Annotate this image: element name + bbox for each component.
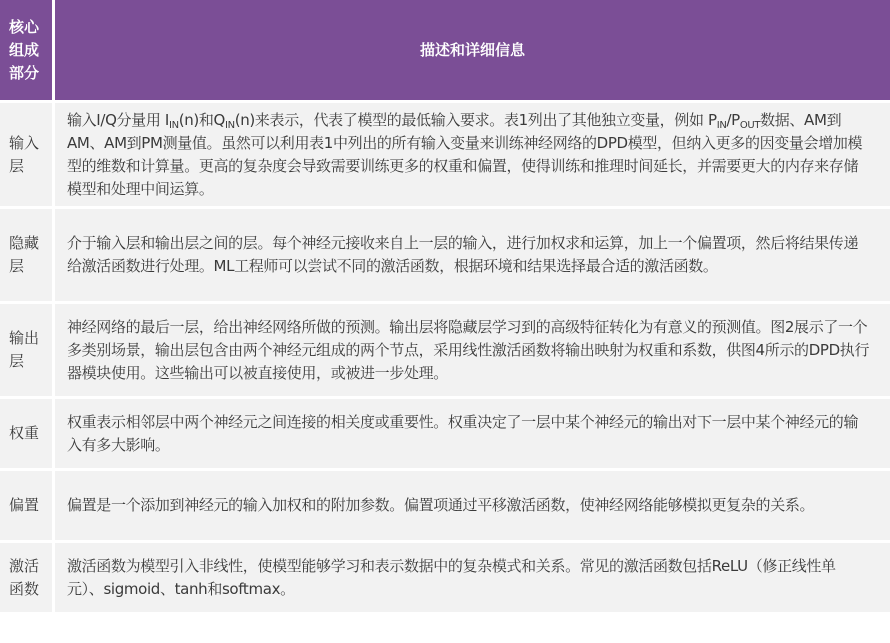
row-label-text: 激活函数: [9, 556, 40, 598]
table-header-row: [0, 0, 890, 100]
table-row: [0, 471, 890, 540]
row-label-activation: [0, 543, 55, 612]
header-component-label: 核心组成部分: [9, 17, 40, 82]
row-label-text: 隐藏层: [9, 234, 40, 275]
row-label-input-layer: [0, 103, 55, 206]
table-row: [0, 103, 890, 206]
header-description: 描述和详细信息: [55, 0, 890, 100]
row-label-weights: [0, 399, 55, 468]
table-row: [0, 543, 890, 612]
row-label-text: 输入层: [9, 133, 40, 175]
row-label-text: 输出层: [9, 329, 40, 370]
row-desc-input-layer: 输入I/Q分量用 $I_{IN}(n)$和$Q_{IN}(n)$来表示，代表了模型的最低输入要求。表1列出了其他独立变量，例如 $P_{IN}/P_{OUT}$数据、AM到AM、AM到PM测量值。虽然可以利用表1中列出的所有输入变量来训练神经网络的DPD模型，但纳入更多的因变量会增加模型的维数和计算量。更高的复杂度会导致需要训练更多的权重和偏置，使得训练和推理时间延长，并需要更大的内存来存储模型和处理中间运算。: [55, 103, 890, 206]
row-desc-hidden-layer: 介于输入层和输出层之间的层。每个神经元接收来自上一层的输入，进行加权求和运算，加上一个偏置项，然后将结果传递给激活函数进行处理。ML工程师可以尝试不同的激活函数，根据环境和结果选择最合适的激活函数。: [55, 209, 890, 301]
table-row: [0, 209, 890, 301]
row-label-bias: [0, 471, 55, 540]
row-label-output-layer: [0, 304, 55, 396]
header-component: [0, 0, 55, 100]
row-desc-bias: 偏置是一个添加到神经元的输入加权和的附加参数。偏置项通过平移激活函数，使神经网络能够模拟更复杂的关系。: [55, 471, 890, 540]
row-label-text: 偏置: [9, 496, 40, 514]
row-label-hidden-layer: [0, 209, 55, 301]
row-desc-activation: 激活函数为模型引入非线性，使模型能够学习和表示数据中的复杂模式和关系。常见的激活函数包括ReLU（修正线性单元）、sigmoid、tanh和softmax。: [55, 543, 890, 612]
row-desc-weights: 权重表示相邻层中两个神经元之间连接的相关度或重要性。权重决定了一层中某个神经元的输出对下一层中某个神经元的输入有多大影响。: [55, 399, 890, 468]
row-label-text: 权重: [9, 424, 40, 442]
table-row: [0, 304, 890, 396]
table-row: [0, 399, 890, 468]
row-desc-output-layer: 神经网络的最后一层，给出神经网络所做的预测。输出层将隐藏层学习到的高级特征转化为有意义的预测值。图2展示了一个多类别场景，输出层包含由两个神经元组成的两个节点，采用线性激活函数将输出映射为权重和系数，供图4所示的DPD执行器模块使用。这些输出可以被直接使用，或被进一步处理。: [55, 304, 890, 396]
